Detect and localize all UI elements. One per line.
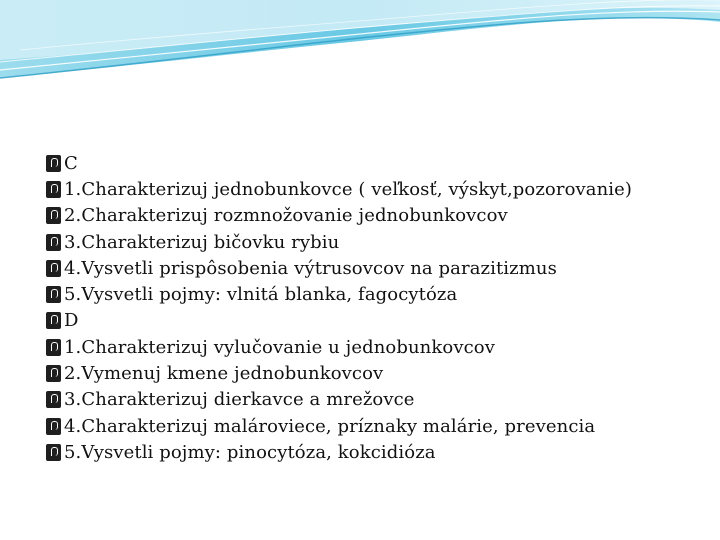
list-item-text: 3.Charakterizuj bičovku rybiu (64, 231, 340, 253)
list-item-text: 3.Charakterizuj dierkavce a mrežovce (64, 389, 415, 411)
list-item-text: 1.Charakterizuj vylučovanie u jednobunkovcov (64, 336, 495, 358)
list-item (46, 413, 706, 439)
unknown-glyph-icon (46, 391, 61, 408)
list-item (46, 281, 706, 307)
list-item-text: C (64, 152, 78, 174)
unknown-glyph-icon (46, 418, 61, 435)
list-item-text: 4.Vysvetli prispôsobenia výtrusovcov na parazitizmus (64, 257, 557, 279)
list-item (46, 176, 706, 202)
list-item-text: 1.Charakterizuj jednobunkovce ( veľkosť, výskyt,pozorovanie) (64, 178, 633, 200)
unknown-glyph-icon (46, 365, 61, 382)
list-item-text: 2.Charakterizuj rozmnožovanie jednobunkovcov (64, 205, 508, 227)
unknown-glyph-icon (46, 312, 61, 329)
question-list (46, 150, 706, 466)
unknown-glyph-icon (46, 260, 61, 277)
unknown-glyph-icon (46, 286, 61, 303)
list-item (46, 255, 706, 281)
unknown-glyph-icon (46, 444, 61, 461)
unknown-glyph-icon (46, 181, 61, 198)
unknown-glyph-icon (46, 234, 61, 251)
list-item (46, 229, 706, 255)
unknown-glyph-icon (46, 339, 61, 356)
unknown-glyph-icon (46, 155, 61, 172)
list-item (46, 387, 706, 413)
list-item (46, 360, 706, 386)
list-item (46, 308, 706, 334)
list-item-text: 5.Vysvetli pojmy: pinocytóza, kokcidióza (64, 441, 436, 463)
header-wave-decoration (0, 0, 720, 90)
list-item (46, 150, 706, 176)
list-item (46, 334, 706, 360)
list-item-text: 2.Vymenuj kmene jednobunkovcov (64, 363, 384, 385)
list-item-text: 5.Vysvetli pojmy: vlnitá blanka, fagocytóza (64, 284, 458, 306)
list-item-text: D (64, 310, 79, 332)
list-item (46, 203, 706, 229)
list-item-text: 4.Charakterizuj malároviece, príznaky malárie, prevencia (64, 415, 596, 437)
list-item (46, 439, 706, 465)
unknown-glyph-icon (46, 207, 61, 224)
